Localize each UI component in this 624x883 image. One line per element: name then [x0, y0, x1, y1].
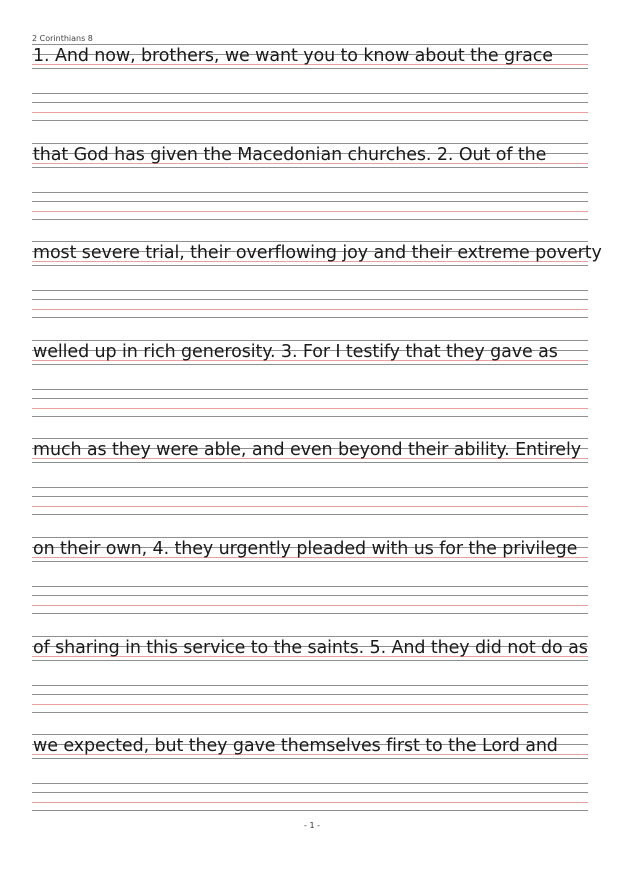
guide-rule	[32, 93, 588, 94]
verse-text-line: of sharing in this service to the saints. 5. And they did not do as	[33, 637, 588, 658]
practice-line-block	[32, 537, 588, 635]
guide-rule	[32, 783, 588, 784]
practice-line-block	[32, 241, 602, 339]
page-number: - 1 -	[304, 821, 320, 830]
verse-text-line: most severe trial, their overflowing joy and their extreme poverty	[33, 243, 602, 264]
verse-text-line: on their own, 4. they urgently pleaded with us for the privilege	[33, 539, 578, 559]
verse-text-line: that God has given the Macedonian churches. 2. Out of the	[33, 144, 547, 165]
guide-rule	[32, 694, 588, 695]
guide-rule	[32, 660, 588, 661]
practice-line-block	[32, 44, 588, 142]
verse-text-line: much as they were able, and even beyond their ability. Entirely	[33, 440, 581, 461]
guide-rule	[32, 758, 588, 759]
guide-rule	[32, 120, 588, 121]
guide-rule	[32, 389, 588, 390]
guide-rule	[32, 219, 588, 220]
guide-rule	[32, 712, 588, 713]
guide-rule	[32, 241, 588, 242]
guide-rule	[32, 496, 588, 497]
practice-line-block	[32, 438, 588, 536]
guide-rule	[32, 416, 588, 417]
guide-rule	[32, 290, 588, 291]
guide-rule	[32, 68, 588, 69]
guide-rule	[32, 299, 588, 300]
verse-text-line: we expected, but they gave themselves first to the Lord and	[33, 736, 558, 757]
guide-rule	[32, 537, 588, 538]
guide-rule	[32, 438, 588, 439]
guide-rule	[32, 462, 588, 463]
practice-line-block	[32, 340, 588, 438]
practice-line-block	[32, 636, 588, 734]
guide-rule	[32, 398, 588, 399]
guide-rule	[32, 636, 588, 637]
guide-rule	[32, 102, 588, 103]
guide-rule	[32, 201, 588, 202]
guide-rule	[32, 44, 588, 45]
red-guide-rule	[32, 211, 588, 212]
guide-rule	[32, 340, 588, 341]
practice-line-block	[32, 143, 588, 241]
guide-rule	[32, 167, 588, 168]
guide-rule	[32, 143, 588, 144]
verse-text-line: welled up in rich generosity. 3. For I testify that they gave as	[33, 341, 558, 362]
verse-text-line: 1. And now, brothers, we want you to know about the grace	[33, 46, 553, 66]
guide-rule	[32, 613, 588, 614]
guide-rule	[32, 317, 588, 318]
red-guide-rule	[32, 802, 588, 803]
red-guide-rule	[32, 506, 588, 507]
guide-rule	[32, 561, 588, 562]
page-header: 2 Corinthians 8	[32, 34, 93, 43]
red-guide-rule	[32, 704, 588, 705]
guide-rule	[32, 364, 588, 365]
guide-rule	[32, 734, 588, 735]
red-guide-rule	[32, 112, 588, 113]
practice-line-block	[32, 734, 588, 832]
red-guide-rule	[32, 408, 588, 409]
guide-rule	[32, 487, 588, 488]
guide-rule	[32, 810, 588, 811]
guide-rule	[32, 586, 588, 587]
guide-rule	[32, 192, 588, 193]
guide-rule	[32, 265, 588, 266]
red-guide-rule	[32, 605, 588, 606]
guide-rule	[32, 685, 588, 686]
red-guide-rule	[32, 309, 588, 310]
guide-rule	[32, 514, 588, 515]
guide-rule	[32, 595, 588, 596]
guide-rule	[32, 792, 588, 793]
